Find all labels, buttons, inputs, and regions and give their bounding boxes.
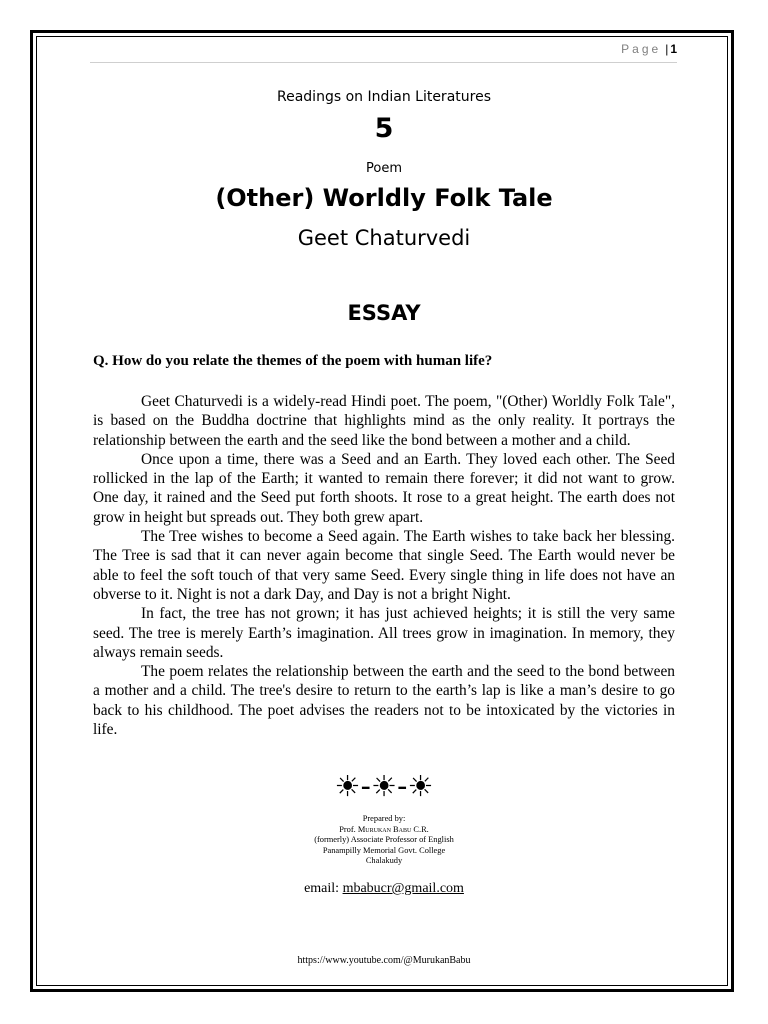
essay-paragraph: Geet Chaturvedi is a widely-read Hindi poet. The poem, "(Other) Worldly Folk Tale", is based on the Buddha doctrine that highlights mind as the only reality. It portrays the relationship between the earth and the seed like the bond between a mother and a child. — [93, 393, 675, 449]
essay-paragraph: The poem relates the relationship between the earth and the seed to the bond between a mother and a child. The tree's desire to return to the earth’s lap is like a man’s desire to go back to his childhood. The poet advises the readers not to be intoxicated by the victories in life. — [93, 663, 675, 739]
email-line — [0, 881, 768, 897]
page-number: 1 — [670, 42, 677, 56]
preparer-name-suffix: C.R. — [413, 824, 429, 834]
preparer-location: Chalakudy — [365, 856, 403, 865]
preparer-role: (formerly) Associate Professor of English — [314, 835, 454, 844]
author-credit — [0, 825, 768, 836]
chapter-number: 5 — [374, 113, 394, 144]
prepared-by-label: Prepared by: — [362, 814, 406, 823]
essay-body — [93, 392, 675, 739]
page-separator: | — [665, 42, 669, 56]
section-heading: ESSAY — [347, 301, 421, 325]
preparer-name: Murukan Babu — [357, 824, 412, 834]
author-name: Geet Chaturvedi — [297, 226, 471, 250]
footer-url-link[interactable]: https://www.youtube.com/@MurukanBabu — [297, 955, 471, 966]
series-title: Readings on Indian Literatures — [277, 89, 491, 105]
credits-block — [0, 814, 768, 867]
genre-label: Poem — [366, 161, 402, 176]
page-header — [90, 42, 677, 63]
email-link[interactable]: mbabucr@gmail.com — [342, 881, 464, 896]
essay-paragraph: In fact, the tree has not grown; it has just achieved heights; it is still the very same seed. The tree is merely Earth’s imagination. All trees grow in imagination. In memory, they always remain seeds. — [93, 605, 675, 661]
preparer-college: Panampilly Memorial Govt. College — [322, 845, 446, 855]
prof-prefix: Prof. — [339, 824, 356, 834]
sun-icon-divider: ☀-☀-☀ — [334, 769, 434, 803]
email-label: email: — [304, 881, 340, 896]
essay-paragraph: Once upon a time, there was a Seed and an Earth. They loved each other. The Seed rollicked in the lap of the Earth; it wanted to remain there forever; it did not want to grow. One day, it rained and the Seed put forth shoots. It rose to a great height. The earth does not grow in height but spreads out. They both grew apart. — [93, 450, 675, 526]
essay-question: Q. How do you relate the themes of the poem with human life? — [93, 353, 493, 369]
page-word: Page — [621, 42, 662, 56]
poem-title: (Other) Worldly Folk Tale — [215, 184, 553, 212]
essay-paragraph: The Tree wishes to become a Seed again. The Earth wishes to take back her blessing. The Tree is sad that it can never again become that single Seed. The Earth would never be able to feel the soft touch of that very same Seed. Every single thing in life does not have an obverse to it. Night is not a dark Day, and Day is not a bright Night. — [93, 528, 675, 603]
